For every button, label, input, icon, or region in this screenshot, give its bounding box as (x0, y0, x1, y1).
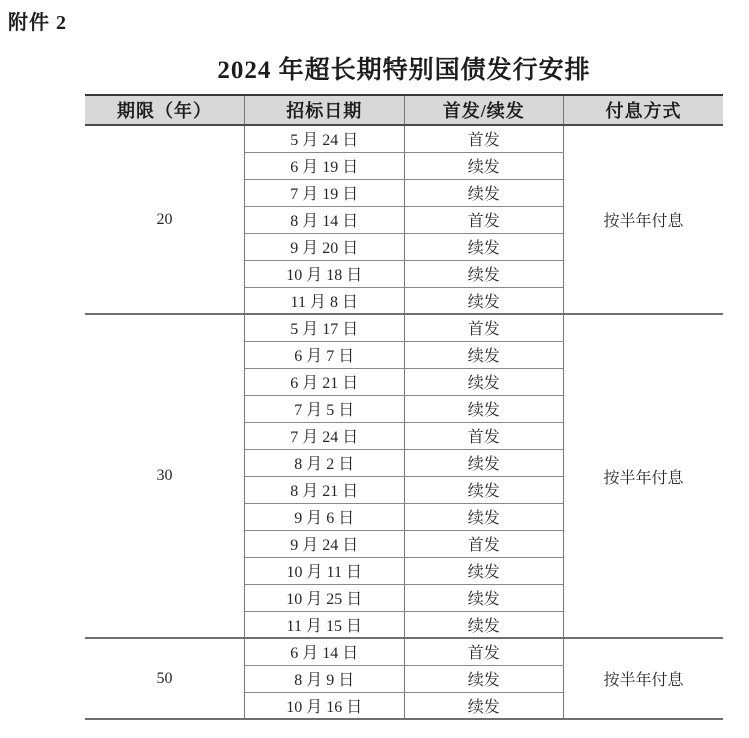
date-cell: 11 月 15 日 (245, 611, 405, 638)
date-cell: 8 月 2 日 (245, 449, 405, 476)
issue-type-cell: 首发 (404, 206, 564, 233)
date-cell: 11 月 8 日 (245, 287, 405, 314)
date-cell: 6 月 14 日 (245, 638, 405, 665)
date-cell: 10 月 11 日 (245, 557, 405, 584)
issue-type-cell: 续发 (404, 152, 564, 179)
date-cell: 9 月 6 日 (245, 503, 405, 530)
issue-type-cell: 续发 (404, 368, 564, 395)
issue-type-cell: 续发 (404, 449, 564, 476)
issue-type-cell: 续发 (404, 341, 564, 368)
payment-cell: 按半年付息 (564, 314, 724, 638)
table-body (85, 125, 723, 719)
issue-type-cell: 续发 (404, 179, 564, 206)
term-cell: 30 (85, 314, 245, 638)
issue-type-cell: 续发 (404, 503, 564, 530)
date-cell: 7 月 5 日 (245, 395, 405, 422)
date-cell: 7 月 24 日 (245, 422, 405, 449)
issue-type-cell: 续发 (404, 665, 564, 692)
issue-type-cell: 续发 (404, 557, 564, 584)
date-cell: 6 月 7 日 (245, 341, 405, 368)
col-header-date: 招标日期 (245, 95, 405, 125)
issue-type-cell: 续发 (404, 611, 564, 638)
date-cell: 6 月 21 日 (245, 368, 405, 395)
issue-type-cell: 续发 (404, 476, 564, 503)
payment-cell: 按半年付息 (564, 638, 724, 719)
term-cell: 50 (85, 638, 245, 719)
payment-cell: 按半年付息 (564, 125, 724, 314)
table-row (85, 125, 723, 152)
issue-type-cell: 续发 (404, 584, 564, 611)
attachment-label: 附件 2 (8, 12, 67, 34)
col-header-payment: 付息方式 (564, 95, 724, 125)
col-header-term: 期限（年） (85, 95, 245, 125)
table-row (85, 314, 723, 341)
issue-type-cell: 首发 (404, 638, 564, 665)
issue-type-cell: 续发 (404, 395, 564, 422)
date-cell: 8 月 21 日 (245, 476, 405, 503)
date-cell: 9 月 20 日 (245, 233, 405, 260)
date-cell: 6 月 19 日 (245, 152, 405, 179)
table-row (85, 638, 723, 665)
issue-type-cell: 续发 (404, 287, 564, 314)
issue-type-cell: 首发 (404, 125, 564, 152)
date-cell: 10 月 16 日 (245, 692, 405, 719)
date-cell: 8 月 9 日 (245, 665, 405, 692)
date-cell: 5 月 24 日 (245, 125, 405, 152)
issue-type-cell: 续发 (404, 260, 564, 287)
col-header-issue-type: 首发/续发 (404, 95, 564, 125)
date-cell: 10 月 18 日 (245, 260, 405, 287)
page-title: 2024 年超长期特别国债发行安排 (217, 57, 591, 84)
date-cell: 8 月 14 日 (245, 206, 405, 233)
date-cell: 9 月 24 日 (245, 530, 405, 557)
date-cell: 10 月 25 日 (245, 584, 405, 611)
issue-type-cell: 首发 (404, 314, 564, 341)
table-header-row (85, 95, 723, 125)
bond-schedule-table (85, 94, 723, 720)
issue-type-cell: 首发 (404, 422, 564, 449)
issue-type-cell: 续发 (404, 233, 564, 260)
issue-type-cell: 续发 (404, 692, 564, 719)
term-cell: 20 (85, 125, 245, 314)
date-cell: 7 月 19 日 (245, 179, 405, 206)
issue-type-cell: 首发 (404, 530, 564, 557)
date-cell: 5 月 17 日 (245, 314, 405, 341)
